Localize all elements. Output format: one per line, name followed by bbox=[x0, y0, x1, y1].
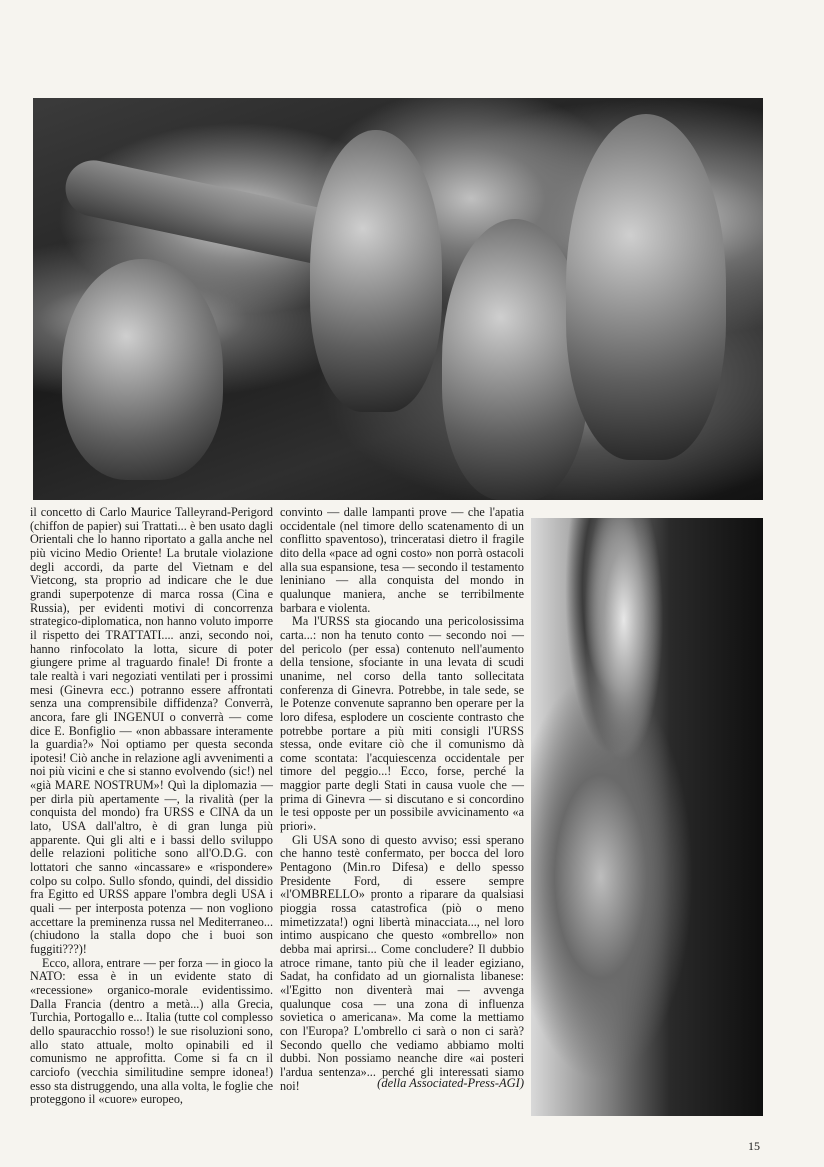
soldier-figure bbox=[310, 130, 441, 411]
soldier-figure bbox=[566, 114, 727, 460]
text-column-2 bbox=[280, 506, 524, 1093]
photo-smiling-soldier bbox=[531, 518, 763, 1116]
page-number: 15 bbox=[748, 1139, 760, 1153]
photo-soldiers-tank bbox=[33, 98, 763, 500]
paragraph: il concetto di Carlo Maurice Talleyrand-Perigord (chiffon de papier) sui Trattati... è ben usato dagli Orientali che lo hanno riportato a galla anche nel più vicino Medio Oriente! La brutale violazione degli accordi, da parte del Vietnam e del Vietcong, sta proprio ad indicare che le due grandi superpotenze di marca rossa (Cina e Russia), per evidenti motivi di concorrenza strategico-diplomatica, non hanno voluto imporre il rispetto dei TRATTATI.... anzi, secondo noi, hanno rinfocolato la lotta, sicure di poter giungere prime al traguardo finale! Di fronte a tale realtà i vari negoziati ventilati per i prossimi mesi (Ginevra ecc.) potranno essere affrontati senza una comprensibile diffidenza? Converrà, ancora, fare gli INGENUI o converrà — come dice E. Bonfiglio — «non abbassare interamente la guardia?» Noi optiamo per questa seconda ipotesi! Ciò anche in relazione agli avvenimenti a noi più vicini e che si stanno evolvendo (sic!) nel «già MARE NOSTRUM»! Quì la diplomazia — per dirla più apertamente —, la rivalità (per la conquista del mondo) fra URSS e CINA da un lato, USA dall'altro, è di gran lunga più apparente. Qui gli alti e i bassi dello sviluppo delle relazioni politiche sono all'O.D.G. con lottatori che sanno «incassare» e «rispondere» colpo su colpo. Sullo sfondo, quindi, del dissidio fra Egitto ed URSS appare l'ombra degli USA i quali — per interposta potenza — non vogliono accettare la preminenza russa nel Mediterraneo... (chiudono la stalla dopo che i buoi son fuggiti???)! bbox=[30, 505, 273, 956]
soldier-figure bbox=[62, 259, 223, 480]
text-column-1 bbox=[30, 506, 273, 1107]
paragraph: Ma l'URSS sta giocando una pericolosissima carta...: non ha tenuto conto — secondo noi — del pericolo (per essa) contenuto nell'aumento della tensione, sfociante in una levata di scudi unanime, nel corso della tanto sollecitata conferenza di Ginevra. Potrebbe, in tale sede, se le Potenze convenute sapranno ben operare per la loro difesa, esplodere un cosciente contrasto che potrebbe portare a più miti consigli l'URSS stessa, onde evitare ciò che il comunismo dà come scontata: l'acquiescenza occidentale per timore del peggio...! Ecco, forse, perché la maggior parte degli Stati in causa vuole che — prima di Ginevra — si discutano e si concordino le tesi opposte per un possibile avvicinamento «a priori». bbox=[280, 614, 524, 834]
paragraph: Gli USA sono di questo avviso; essi sperano che hanno testè confermato, per bocca del loro Pentagono (Min.ro Difesa) e dello spesso Presidente Ford, di essere sempre «l'OMBRELLO» pronto a riparare da qualsiasi pioggia rossa catastrofica (piò o meno mimetizzata!) ogni libertà minacciata..., nel loro intimo auspicano che questo «ombrello» non debba mai aprirsi... Come concludere? Il dubbio atroce rimane, tanto più che il leader egiziano, Sadat, ha confidato ad un giornalista libanese: «l'Egitto non diventerà mai — avvenga qualunque cosa — una zona di influenza sovietica o americana». Ma come la mettiamo con l'Europa? L'ombrello ci sarà o non ci sarà? Secondo quello che vediamo abbiamo molti dubbi. Non possiamo neanche dire «ai posteri l'ardua sentenza»... perché gli interessati siamo noi! bbox=[280, 832, 524, 1093]
paragraph: Ecco, allora, entrare — per forza — in gioco la NATO: essa è in un evidente stato di «recessione» organico-morale evidentissimo. Dalla Francia (dentro a metà...) alla Grecia, Turchia, Portogallo e... Italia (tutte col complesso dello spauracchio rosso!) le sue risoluzioni sono, allo stato attuale, molto opinabili ed il comunismo ne approfitta. Come si fa cn il carciofo (vecchia similitudine sempre idonea!) esso sta distruggendo, una alla volta, le foglie che proteggono il «cuore» europeo, bbox=[30, 955, 273, 1107]
source-credit: (della Associated-Press-AGI) bbox=[377, 1076, 524, 1090]
paragraph: convinto — dalle lampanti prove — che l'apatia occidentale (nel timore dello scatenamento di un conflitto spaventoso), trinceratasi dietro il fragile dito della «pace ad ogni costo» non porrà ostacoli alla sua espansione, tesa — secondo il testamento leniniano — alla conquista del mondo in qualunque maniera, anche se terribilmente barbara e violenta. bbox=[280, 505, 524, 615]
